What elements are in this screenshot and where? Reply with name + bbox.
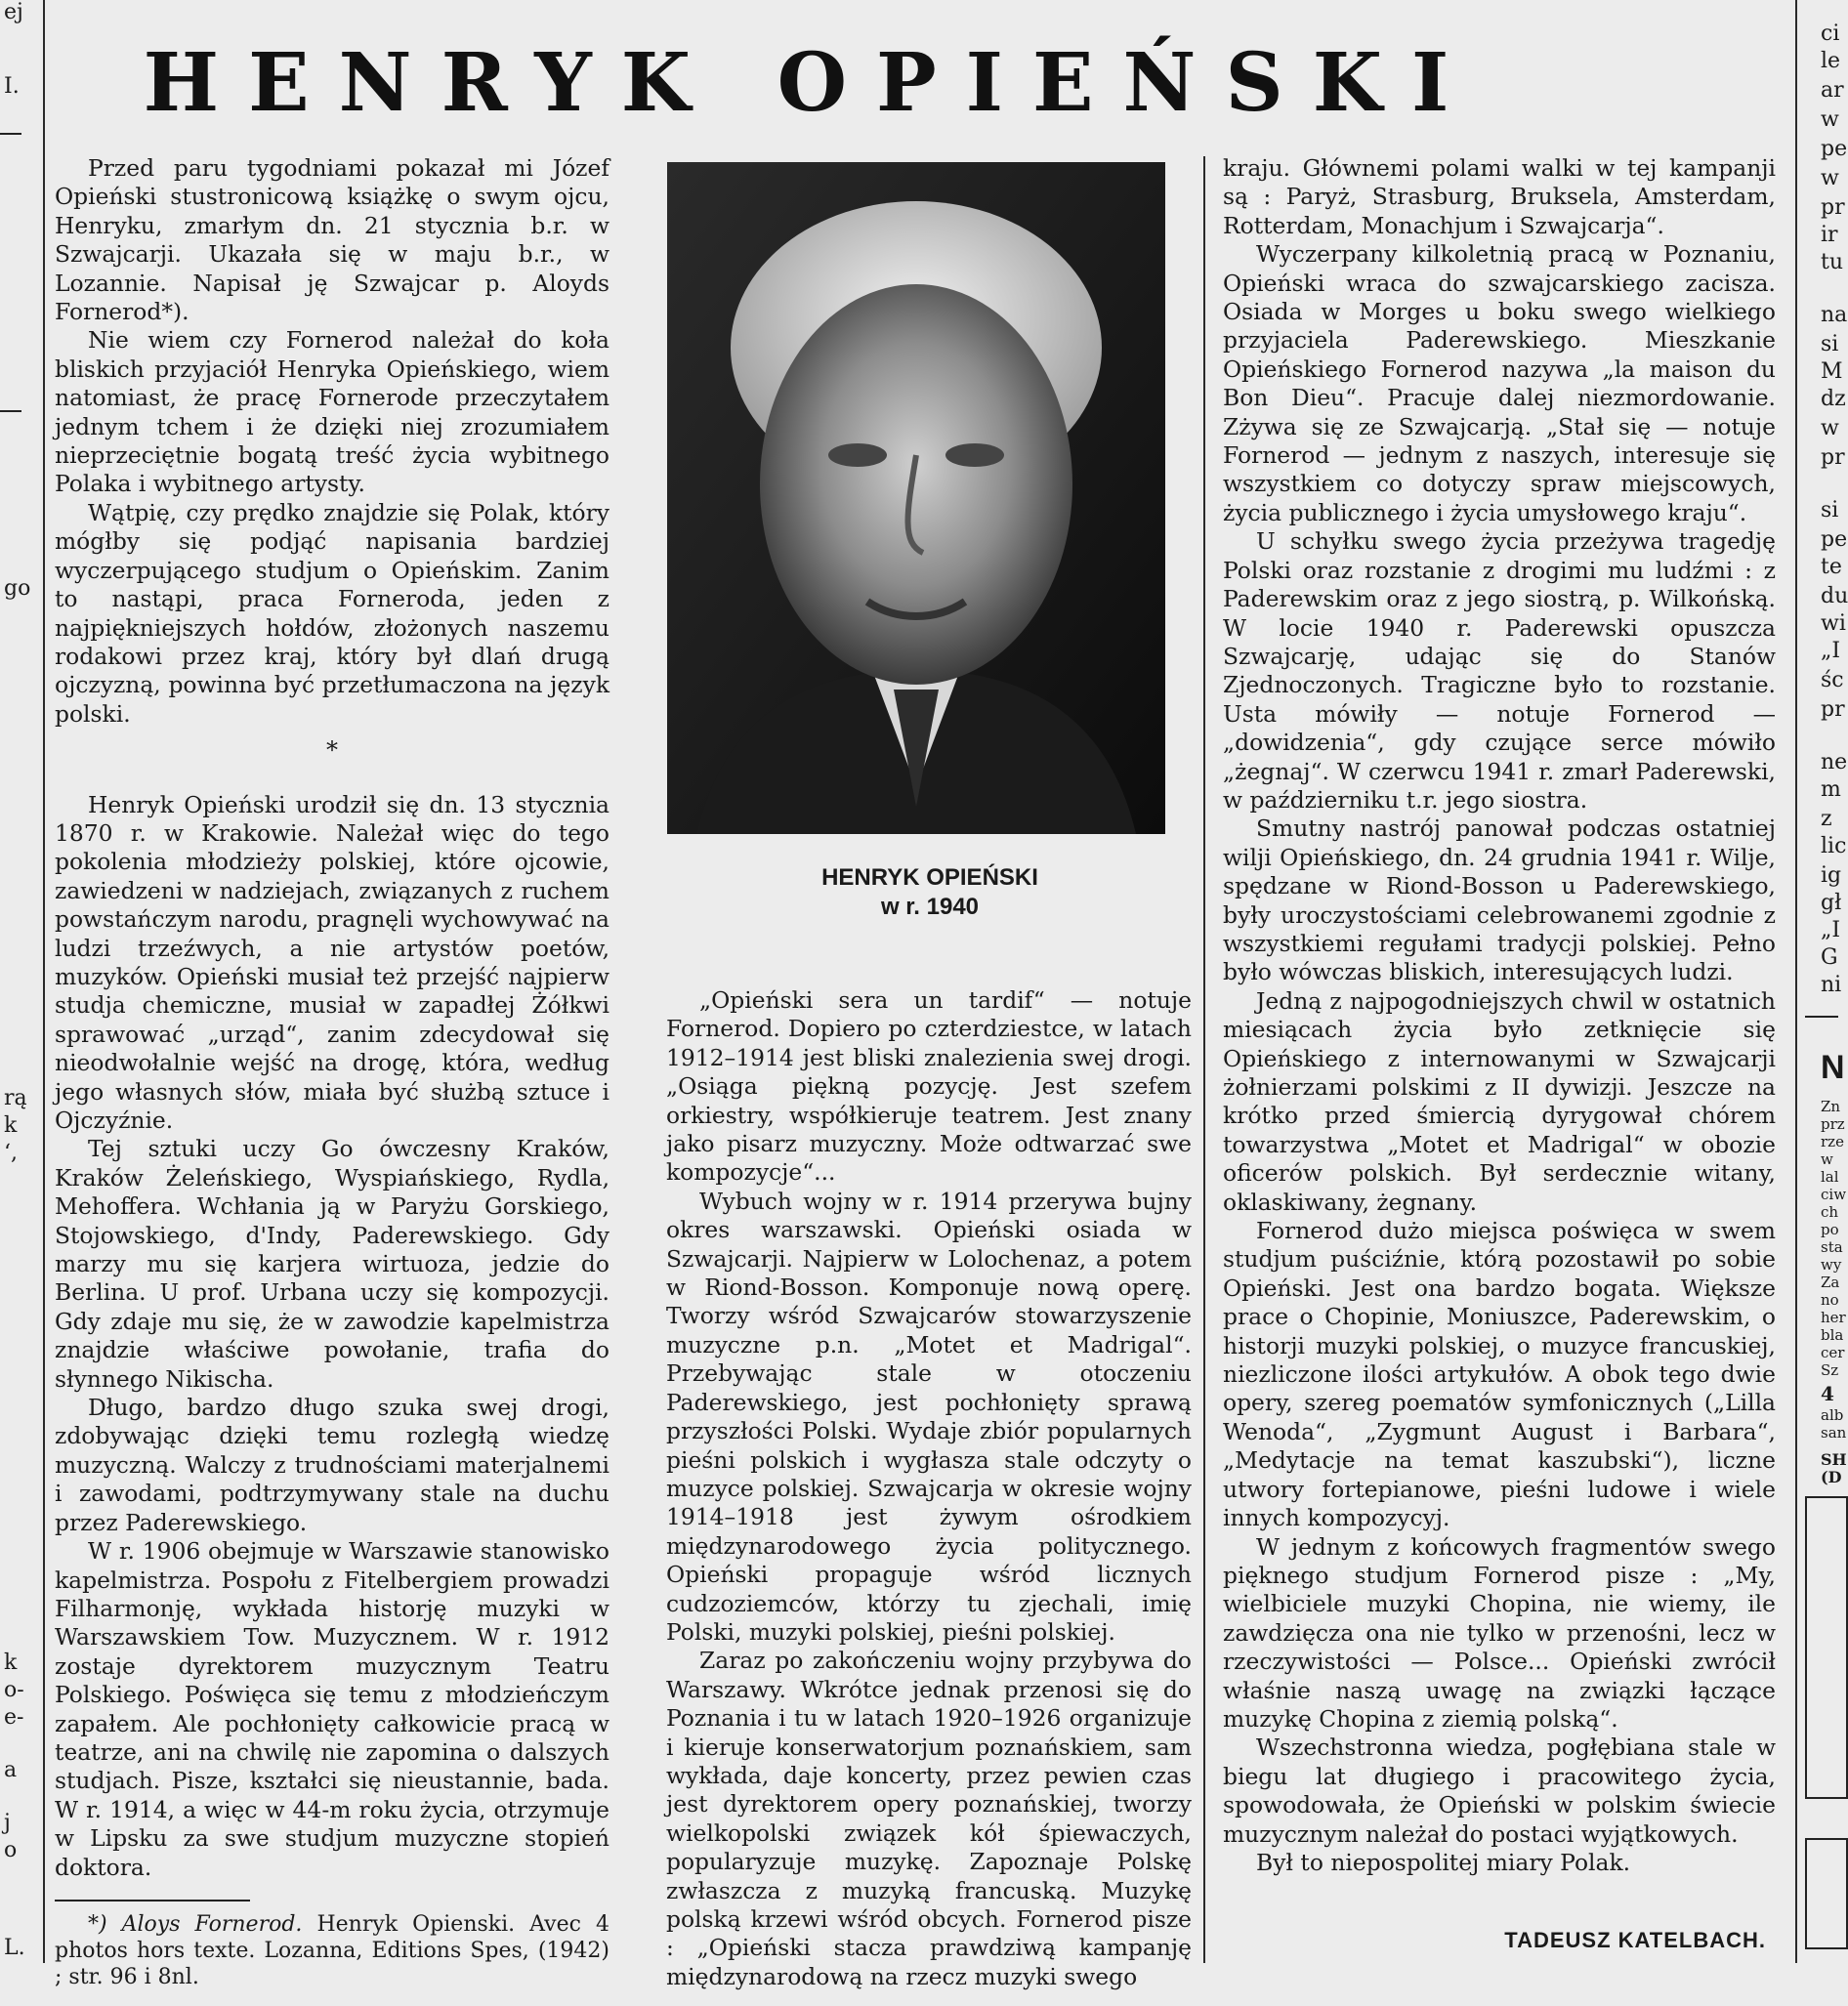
author-signature: TADEUSZ KATELBACH. xyxy=(1504,1928,1766,1952)
right-neighbour-box xyxy=(1805,1838,1848,1949)
paragraph: Henryk Opieński urodził się dn. 13 stycznia 1870 r. w Krakowie. Należał więc do tego pokolenia młodzieży polskiej, które ojcowie, zawiedzeni w nadziejach, związanych z ruchem powstańczym narodu, pragnęli wychowywać na ludzi trzeźwych, a nie artystów poetów, muzyków. Opieński musiał też przejść najpierw studja chemiczne, musiał w zapadłej Żółkwi sprawować „urząd“, zanim zdecydował się nieodwołalnie wejść na drogę, która, według jego własnych słów, miała być służbą sztuce i Ojczyźnie. xyxy=(55,790,609,1134)
left-neighbour-column xyxy=(0,0,39,2006)
left-fragment: a xyxy=(4,1758,18,1782)
right-fragment: tu xyxy=(1821,250,1844,274)
right-fragment: z xyxy=(1821,807,1832,831)
right-fragment: w xyxy=(1821,1150,1833,1168)
right-fragment: pr xyxy=(1821,195,1845,220)
right-fragment: Sz xyxy=(1821,1361,1839,1379)
right-fragment: na xyxy=(1821,303,1848,327)
right-fragment: pe xyxy=(1821,527,1848,552)
right-fragment: sta xyxy=(1821,1238,1843,1256)
right-fragment: w xyxy=(1821,416,1839,440)
right-fragment: G xyxy=(1821,945,1838,970)
paragraph: Nie wiem czy Fornerod należał do koła bliskich przyjaciół Henryka Opieńskiego, wiem natomiast, że pracę Fornerode przeczytałem jednym tchem i że dzięki niej zrozumiałem nieprzeciętnie bogatą treść życia wybitnego Polaka i wybitnego artysty. xyxy=(55,326,609,498)
paragraph: Jedną z najpogodniejszych chwil w ostatnich miesiącach życia było zetknięcie się Opieńskiego z internowanymi w Szwajcarji żołnierzami polskimi z II dywizji. Jeszcze na krótko przed śmiercią dyrygował chórem towarzystwa „Motet et Madrigal“ w obozie oficerów polskich. Był serdecznie witany, oklaskiwany, żegnany. xyxy=(1223,986,1776,1216)
paragraph: Długo, bardzo długo szuka swej drogi, zdobywając dzięki temu rozległą wiedzę muzyczną. Walczy z trudnościami materjalnemi i zawodami, podtrzymywany stale na duchu przez Paderewskiego. xyxy=(55,1394,609,1536)
right-fragment: cer xyxy=(1821,1344,1845,1361)
right-fragment: wy xyxy=(1821,1256,1842,1274)
right-fragment-heading: N xyxy=(1821,1049,1845,1086)
right-fragment: si xyxy=(1821,332,1839,356)
paragraph: Wątpię, czy prędko znajdzie się Polak, który mógłby się podjąć napisania bardziej wyczerpującego studjum o Opieńskim. Zanim to nastąpi, praca Forneroda, jeden z najpiękniejszych hołdów, złożonych naszemu rodakowi przez kraj, który był dlań drugą ojczyzną, powinna być przetłumaczona na język polski. xyxy=(55,498,609,728)
right-fragment: ar xyxy=(1821,78,1844,103)
right-fragment: (D xyxy=(1821,1468,1842,1486)
right-fragment: ig xyxy=(1821,863,1842,888)
right-edge-rule xyxy=(1805,1016,1838,1018)
right-fragment: pr xyxy=(1821,445,1845,470)
right-fragment: te xyxy=(1821,555,1842,579)
right-fragment: rze xyxy=(1821,1133,1844,1150)
paragraph: W r. 1906 obejmuje w Warszawie stanowisko kapelmistrza. Pospołu z Fitelbergiem prowadzi Filharmonję, wykłada historję muzyki w Warszawskiem Tow. Muzycznem. W r. 1912 zostaje dyrektorem muzycznym Teatru Polskiego. Poświęca się temu z młodzieńczym zapałem. Ale pochłonięty całkowicie pracą w teatrze, ani na chwilę nie zapomina o dalszych studjach. Pisze, kształci się nieustannie, bada. W r. 1914, a więc w 44-m roku życia, otrzymuje w Lipsku za swe studjum muzyczne stopień doktora. xyxy=(55,1537,609,1881)
left-fragment: j xyxy=(4,1811,11,1835)
right-fragment: śc xyxy=(1821,668,1844,692)
right-fragment: no xyxy=(1821,1291,1839,1309)
article-headline: HENRYK OPIEŃSKI xyxy=(143,36,1479,130)
left-fragment: rą xyxy=(4,1086,27,1110)
left-fragment: k xyxy=(4,1113,18,1138)
right-fragment: ciw xyxy=(1821,1186,1847,1203)
column-rule-right xyxy=(1795,0,1797,1963)
right-fragment: si xyxy=(1821,498,1839,522)
right-fragment: ch xyxy=(1821,1203,1839,1221)
paragraph: Przed paru tygodniami pokazał mi Józef Opieński stustronicową książkę o swym ojcu, Henryku, zmarłym dn. 21 stycznia b.r. w Szwajcarji. Ukazała się w maju b.r., w Lozannie. Napisał ję Szwajcar p. Aloyds Fornerod*). xyxy=(55,154,609,326)
right-fragment: ni xyxy=(1821,973,1842,997)
right-fragment: M xyxy=(1821,359,1843,384)
caption-year: w r. 1940 xyxy=(880,894,980,920)
right-fragment: lal xyxy=(1821,1168,1839,1186)
caption-name: HENRYK OPIEŃSKI xyxy=(821,864,1038,891)
left-edge-rule xyxy=(0,410,21,412)
left-fragment: o xyxy=(4,1838,18,1862)
left-fragment: ej xyxy=(4,0,23,24)
left-fragment: I. xyxy=(4,74,20,99)
footnote-rule xyxy=(55,1900,250,1902)
left-fragment: e- xyxy=(4,1705,24,1730)
paragraph: Wybuch wojny w r. 1914 przerywa bujny okres warszawski. Opieński osiada w Szwajcarji. Najpierw w Lolochenaz, a potem w Riond-Bosson. Komponuje nową operę. Tworzy wśród Szwajcarów stowarzyszenie muzyczne p.n. „Motet et Madrigal“. Przebywając stale w otoczeniu Paderewskiego, jest pochłonięty sprawą przyszłości Polski. Wydaje zbiór popularnych pieśni polskich i wygłasza stale odczyty o muzyce polskiej. Szwajcarja w okresie wojny 1914–1918 jest żywym ośrodkiem międzynarodowego życia politycznego. Opieński propaguje wśród licznych cudzoziemców, którzy tu zjechali, imię Polski, muzyki polskiej, pieśni polskiej. xyxy=(666,1187,1192,1646)
right-fragment: bla xyxy=(1821,1326,1844,1344)
right-fragment: m xyxy=(1821,777,1841,802)
paragraph: kraju. Głównemi polami walki w tej kampanji są : Paryż, Strasburg, Bruksela, Amsterdam, Rotterdam, Monachjum i Szwajcarja“. xyxy=(1223,154,1776,239)
footnote-text: Henryk Opienski. Avec 4 photos hors texte. Lozanna, Editions Spes, (1942) ; str. 96 i 8nl. xyxy=(55,1911,609,1989)
right-fragment: lic xyxy=(1821,834,1847,858)
paragraph: Wszechstronna wiedza, pogłębiana stale w biegu lat długiego i pracowitego życia, spowodowała, że Opieński w polskim świecie muzycznym należał do postaci wyjątkowych. xyxy=(1223,1734,1776,1848)
left-fragment: o- xyxy=(4,1678,24,1702)
article-column-1 xyxy=(55,154,609,1990)
right-fragment: alb xyxy=(1821,1406,1844,1424)
right-fragment: gł xyxy=(1821,891,1842,915)
right-fragment: po xyxy=(1821,1221,1839,1238)
paragraph: Tej sztuki uczy Go ówczesny Kraków, Kraków Żeleńskiego, Wyspiańskiego, Rydla, Mehoffera. Wchłania ją w Paryżu Gorskiego, Stojowskiego, d'Indy, Paderewskiego. Gdy marzy mu się karjera wirtuoza, jedzie do Berlina. U prof. Urbana uczy się kompozycji. Gdy zdaje mu się, że w zawodzie kapelmistrza znajdzie właściwe powołanie, trafia do słynnego Nikischa. xyxy=(55,1135,609,1393)
right-fragment: ci xyxy=(1821,21,1840,46)
right-neighbour-box xyxy=(1805,1496,1848,1799)
left-fragment: go xyxy=(4,576,31,601)
footnote xyxy=(55,1911,609,1990)
paragraph: Fornerod dużo miejsca poświęca w swem studjum puściźnie, którą pozostawił po sobie Opieński. Jest ona bardzo bogata. Większe prace o Chopinie, Moniuszce, Paderewskim, o historji muzyki polskiej, o muzyce francuskiej, niezliczone ilości artykułów. A obok tego dwie opery, szereg poematów symfonicznych („Lilla Wenoda“, „Zygmunt August i Barbara“, „Medytacje na temat kaszubski“), liczne utwory fortepianowe, pieśni ludowe i wiele innych kompozycyj. xyxy=(1223,1217,1776,1532)
paragraph: Wyczerpany kilkoletnią pracą w Poznaniu, Opieński wraca do szwajcarskiego zacisza. Osiada w Morges u boku swego wielkiego przyjaciela Paderewskiego. Mieszkanie Opieńskiego Fornerod nazywa „la maison du Bon Dieu“. Pracuje dalej niezmordowanie. Zżywa się ze Szwajcarją. „Stał się — notuje Fornerod — jednym z naszych, interesuje się wszystkiem co dotyczy spraw miejscowych, życia publicznego i życia umysłowego kraju“. xyxy=(1223,240,1776,526)
right-fragment: w xyxy=(1821,166,1839,190)
left-fragment: ‘, xyxy=(4,1141,18,1165)
right-fragment: Zn xyxy=(1821,1098,1841,1115)
paragraph: Był to niepospolitej miary Polak. xyxy=(1256,1848,1631,1876)
right-fragment: dz xyxy=(1821,387,1846,411)
right-fragment: SH xyxy=(1821,1450,1847,1469)
right-fragment: wi xyxy=(1821,611,1846,636)
column-rule-middle xyxy=(1203,156,1205,1963)
right-fragment: le xyxy=(1821,49,1841,73)
column-rule-left xyxy=(43,0,45,1963)
right-fragment: du xyxy=(1821,584,1848,608)
portrait-photo xyxy=(667,162,1165,834)
right-fragment: Za xyxy=(1821,1274,1840,1291)
right-fragment: san xyxy=(1821,1424,1847,1442)
left-fragment: L. xyxy=(4,1936,25,1960)
right-fragment: her xyxy=(1821,1309,1846,1326)
paragraph: Smutny nastrój panował podczas ostatniej wilji Opieńskiego, dn. 24 grudnia 1941 r. Wilje, spędzane w Riond-Bosson u Paderewskiego, były uroczystościami celebrowanemi zgodnie z wszystkiemi regułami tradycji polskiej. Pełno było wówczas bliskich, interesujących ludzi. xyxy=(1223,815,1776,986)
right-fragment: prz xyxy=(1821,1115,1845,1133)
photo-caption xyxy=(666,863,1194,922)
footnote-author: *) Aloys Fornerod. xyxy=(88,1911,303,1937)
paragraph: W jednym z końcowych fragmentów swego pięknego studjum Fornerod pisze : „My, wielbiciele muzyki Chopina, nie wiemy, ile zawdzięcza ona nie tylko w przenośni, lecz w rzeczywistości — Polsce... Opieński zwrócił właśnie naszą uwagę na związki łączące muzykę Chopina z ziemią polską“. xyxy=(1223,1532,1776,1733)
right-fragment: 4 xyxy=(1821,1382,1834,1405)
article-column-3 xyxy=(1223,154,1776,1877)
right-fragment: w xyxy=(1821,107,1839,132)
right-fragment: „I xyxy=(1821,639,1841,663)
paragraph: Zaraz po zakończeniu wojny przybywa do Warszawy. Wkrótce jednak przenosi się do Poznania i tu w latach 1920–1926 organizuje i kieruje konserwatorjum poznańskiem, sam wykłada, daje koncerty, przez pewien czas jest dyrektorem opery poznańskiej, tworzy wielkopolski związek kół śpiewaczych, popularyzuje muzykę. Zapoznaje Polskę zwłaszcza z muzyką francuską. Muzykę polską krzewi wśród obcych. Fornerod pisze : „Opieński stacza prawdziwą kampanję międzynarodową na rzecz muzyki swego xyxy=(666,1647,1192,1990)
right-fragment: „I xyxy=(1821,918,1841,942)
section-separator: * xyxy=(326,736,338,765)
right-fragment: ir xyxy=(1821,223,1838,247)
right-fragment: ne xyxy=(1821,750,1848,774)
paragraph: U schyłku swego życia przeżywa tragedję Polski oraz rozstanie z drogimi mu ludźmi : z Paderewskim oraz z jego siostrą, p. Wilkońską. W locie 1940 r. Paderewski opuszcza Szwajcarję, udając się do Stanów Zjednoczonych. Tragiczne było to rozstanie. Usta mówiły — notuje Fornerod — „dowidzenia“, gdy czujące serce mówiło „żegnaj“. W czerwcu 1941 r. zmarł Paderewski, w październiku t.r. jego siostra. xyxy=(1223,527,1776,814)
right-fragment: pe xyxy=(1821,137,1848,161)
left-edge-rule xyxy=(0,133,21,135)
left-fragment: k xyxy=(4,1651,18,1675)
right-fragment: pr xyxy=(1821,697,1845,722)
paragraph: „Opieński sera un tardif“ — notuje Fornerod. Dopiero po czterdziestce, w latach 1912–1914 jest bliski znalezienia swej drogi. „Osiąga piękną pozycję. Jest szefem orkiestry, współkieruje teatrem. Jest znany jako pisarz muzyczny. Może odtwarzać swe kompozycje“... xyxy=(666,986,1192,1187)
article-column-2 xyxy=(666,986,1192,1991)
